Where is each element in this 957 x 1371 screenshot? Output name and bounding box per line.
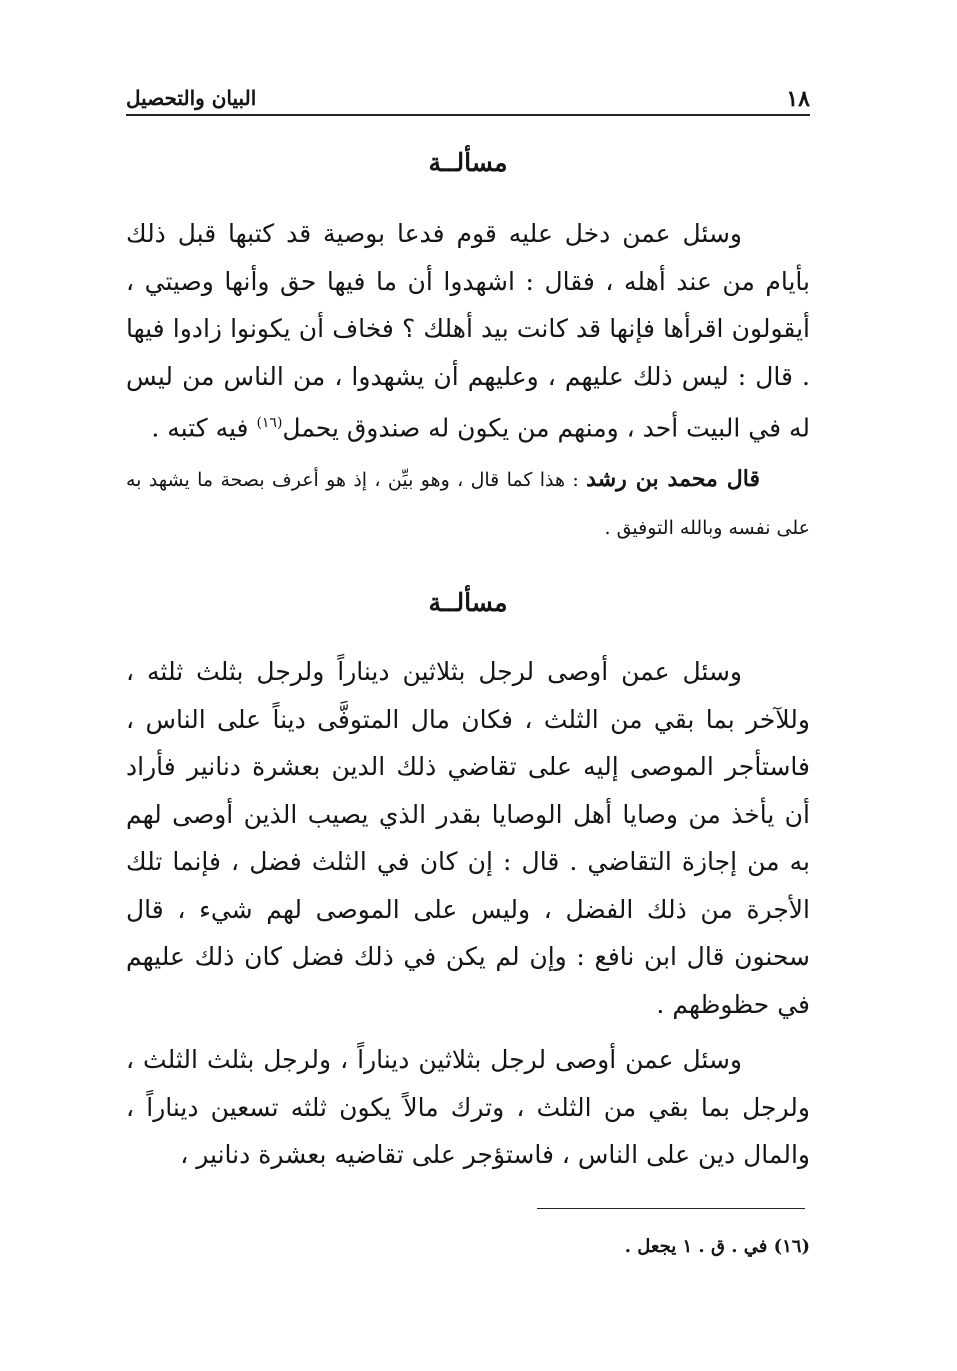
footnote: (١٦) في . ق . ١ يجعل . [624, 1236, 810, 1257]
paragraph-text-end: فيه كتبه . [151, 413, 257, 443]
paragraph-question-3: وسئل عمن أوصى لرجل بثلاثين ديناراً ، ولرجل بثلث الثلث ، ولرجل بما بقي من الثلث ، وترك مالاً يكون ثلثه تسعين ديناراً ، والمال دين على الناس ، فاستؤجر على تقاضيه بعشرة دنانير ، [126, 1045, 810, 1169]
paragraph-question-2: وسئل عمن أوصى لرجل بثلاثين ديناراً ولرجل بثلث ثلثه ، وللآخر بما بقي من الثلث ، فكان مال المتوفَّى ديناً على الناس ، فاستأجر الموصى إليه على تقاضي ذلك الدين بعشرة دنانير فأراد أن يأخذ من وصايا أهل الوصايا بقدر الذي يصيب الذين أوصى لهم به من إجازة التقاضي . قال : إن كان في الثلث فضل ، فإنما تلك الأجرة من ذلك الفضل ، وليس على الموصى لهم شيء ، قال سحنون قال ابن نافع : وإن لم يكن في ذلك فضل كان ذلك عليهم في حظوظهم . [126, 657, 810, 1019]
commentary-ibn-rushd [126, 455, 810, 552]
section-heading-1: مسألــة [428, 148, 508, 177]
paragraph-question-1 [126, 210, 810, 452]
footnote-reference: (١٦) [256, 415, 283, 431]
running-title: البيان والتحصيل [126, 86, 257, 110]
paragraph-text: وسئل عمن دخل عليه قوم فدعا بوصية قد كتبها قبل ذلك بأيام من عند أهله ، فقال : اشهدوا أن ما فيها حق وأنها وصيتي ، أيقولون اقرأها فإنها قد كانت بيد أهلك ؟ فخاف أن يكونوا زادوا فيها . قال : ليس ذلك عليهم ، وعليهم أن يشهدوا ، من الناس من ليس له في البيت أحد ، ومنهم من يكون له صندوق يحمل [126, 219, 810, 443]
commentary-speaker: قال محمد بن رشد [586, 466, 760, 492]
page-number: ١٨ [786, 86, 810, 112]
commentary-text: : هذا كما قال ، وهو بيِّن ، إذ هو أعرف بصحة ما يشهد به على نفسه وبالله التوفيق . [126, 469, 810, 539]
page-header [126, 78, 810, 116]
section-heading-2: مسألــة [428, 588, 508, 617]
footnote-separator [537, 1208, 805, 1209]
